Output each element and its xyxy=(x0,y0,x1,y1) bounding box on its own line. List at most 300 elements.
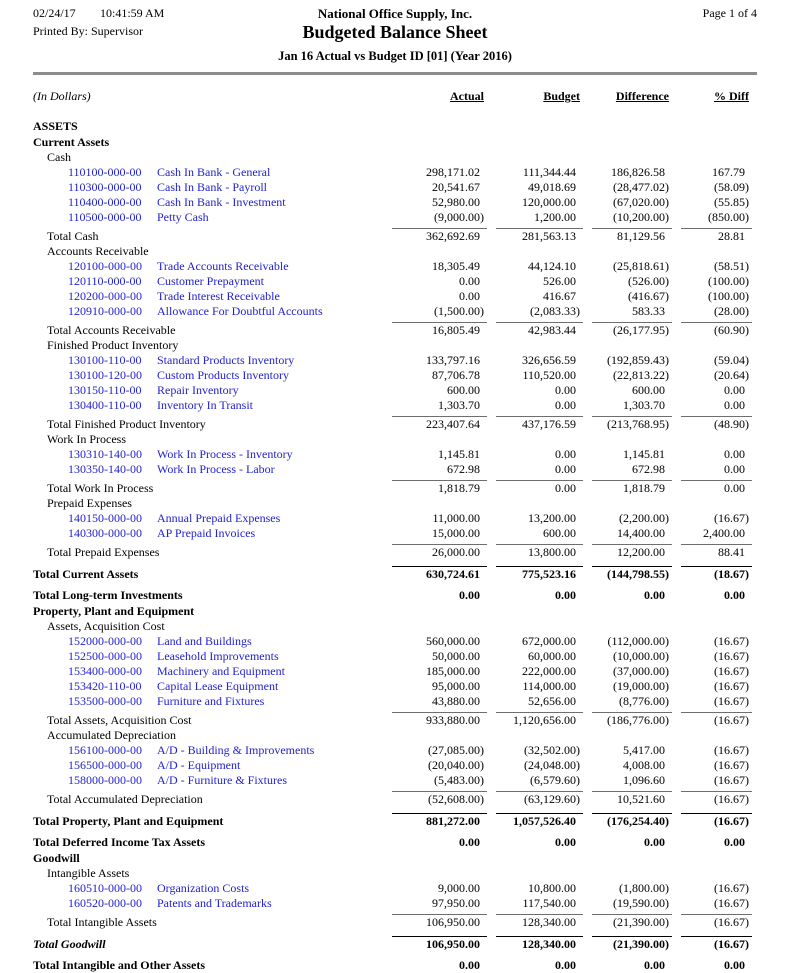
account-number-link[interactable]: 140300-000-00 xyxy=(68,526,142,540)
page-number: Page 1 of 4 xyxy=(702,6,757,20)
value-cell-difference: 12,200.00 xyxy=(592,544,672,560)
row-label xyxy=(33,511,392,526)
value-cell-budget: (2,083.33) xyxy=(530,304,580,318)
value-cell-budget: 128,340.00 xyxy=(496,936,583,952)
column-header-actual: Actual xyxy=(450,89,484,103)
section-header-row xyxy=(0,851,790,866)
value-cell-pct-diff: 0.00 xyxy=(724,588,745,602)
value-cell-actual: 1,145.81 xyxy=(438,447,480,461)
account-name-link[interactable]: Customer Prepayment xyxy=(157,274,264,288)
subtotal-row xyxy=(0,228,790,244)
value-cell-budget: 1,057,526.40 xyxy=(496,813,583,829)
account-number-link[interactable]: 130150-110-00 xyxy=(68,383,142,397)
value-cell-pct-diff: (58.09) xyxy=(714,180,749,194)
account-row xyxy=(0,180,790,195)
group-header-row xyxy=(0,244,790,259)
value-cell-actual: 95,000.00 xyxy=(432,679,480,693)
value-cell-pct-diff: (16.67) xyxy=(681,791,752,807)
value-cell-budget: 281,563.13 xyxy=(496,228,583,244)
account-row xyxy=(0,679,790,694)
account-name-link[interactable]: Trade Interest Receivable xyxy=(157,289,280,303)
row-label xyxy=(33,353,392,368)
account-name-link[interactable]: Cash In Bank - General xyxy=(157,165,271,179)
row-label: Total Assets, Acquisition Cost xyxy=(47,713,192,727)
grand-total-italic-row xyxy=(0,936,790,952)
row-label: Current Assets xyxy=(33,135,110,149)
value-cell-actual: 133,797.16 xyxy=(426,353,480,367)
account-name-link[interactable]: Work In Process - Inventory xyxy=(157,447,293,461)
value-cell-pct-diff: (850.00) xyxy=(708,210,749,224)
row-label xyxy=(33,758,392,773)
row-label xyxy=(33,383,392,398)
row-label xyxy=(33,743,392,758)
account-row xyxy=(0,462,790,477)
value-cell-budget: 117,540.00 xyxy=(522,896,576,910)
value-cell-actual: 11,000.00 xyxy=(432,511,480,525)
account-name-link[interactable]: Cash In Bank - Investment xyxy=(157,195,286,209)
print-time: 10:41:59 AM xyxy=(100,6,165,20)
value-cell-difference: (192,859.43) xyxy=(607,353,669,367)
value-cell-budget: 526.00 xyxy=(543,274,576,288)
grand-total-row xyxy=(0,958,790,973)
value-cell-budget: 222,000.00 xyxy=(522,664,576,678)
group-header-row xyxy=(0,496,790,511)
row-label: Total Deferred Income Tax Assets xyxy=(33,835,205,849)
header-divider xyxy=(33,72,757,75)
value-cell-pct-diff: 0.00 xyxy=(724,383,745,397)
account-row xyxy=(0,526,790,541)
value-cell-budget: 416.67 xyxy=(543,289,576,303)
grand-total-row xyxy=(0,813,790,829)
row-label: Total Intangible and Other Assets xyxy=(33,958,206,972)
value-cell-budget: 13,800.00 xyxy=(496,544,583,560)
value-cell-budget: 49,018.69 xyxy=(528,180,576,194)
value-cell-pct-diff: (16.67) xyxy=(714,664,749,678)
account-row xyxy=(0,773,790,788)
value-cell-difference: (8,776.00) xyxy=(619,694,669,708)
value-cell-difference: 1,096.60 xyxy=(623,773,665,787)
row-label xyxy=(33,634,392,649)
value-cell-budget: 1,120,656.00 xyxy=(496,712,583,728)
value-cell-pct-diff: (16.67) xyxy=(714,679,749,693)
value-cell-budget: 128,340.00 xyxy=(496,914,583,930)
account-number-link[interactable]: 156100-000-00 xyxy=(68,743,142,757)
value-cell-pct-diff: (100.00) xyxy=(708,274,749,288)
value-cell-budget: 42,983.44 xyxy=(496,322,583,338)
value-cell-budget: (24,048.00) xyxy=(524,758,580,772)
account-number-link[interactable]: 110400-000-00 xyxy=(68,195,142,209)
value-cell-difference: 1,145.81 xyxy=(623,447,665,461)
row-label: Total Prepaid Expenses xyxy=(47,545,160,559)
value-cell-difference: (416.67) xyxy=(628,289,669,303)
row-label xyxy=(33,195,392,210)
row-label: Accounts Receivable xyxy=(47,244,149,258)
account-number-link[interactable]: 130100-120-00 xyxy=(68,368,142,382)
value-cell-budget: 111,344.44 xyxy=(522,165,576,179)
account-row xyxy=(0,383,790,398)
value-cell-budget: 326,656.59 xyxy=(522,353,576,367)
account-number-link[interactable]: 153420-110-00 xyxy=(68,679,142,693)
account-row xyxy=(0,634,790,649)
value-cell-difference: (21,390.00) xyxy=(592,936,672,952)
subtotal-row xyxy=(0,712,790,728)
account-number-link[interactable]: 130310-140-00 xyxy=(68,447,142,461)
account-number-link[interactable]: 110300-000-00 xyxy=(68,180,142,194)
value-cell-difference: 4,008.00 xyxy=(623,758,665,772)
grand-total-row xyxy=(0,835,790,850)
value-cell-pct-diff: (28.00) xyxy=(714,304,749,318)
value-cell-difference: (213,768.95) xyxy=(592,416,672,432)
value-cell-actual: (9,000.00) xyxy=(434,210,484,224)
account-number-link[interactable]: 140150-000-00 xyxy=(68,511,142,525)
report-header xyxy=(0,0,790,75)
value-cell-actual: 881,272.00 xyxy=(392,813,487,829)
row-label: Total Intangible Assets xyxy=(47,915,157,929)
row-label: Total Finished Product Inventory xyxy=(47,417,206,431)
value-cell-difference: (21,390.00) xyxy=(592,914,672,930)
account-row xyxy=(0,743,790,758)
group-header-row xyxy=(0,866,790,881)
value-cell-actual: 0.00 xyxy=(459,289,480,303)
report-title: Budgeted Balance Sheet xyxy=(302,22,488,42)
account-name-link[interactable]: Annual Prepaid Expenses xyxy=(157,511,281,525)
account-name-link[interactable]: Work In Process - Labor xyxy=(157,462,275,476)
value-cell-actual: 672.98 xyxy=(447,462,480,476)
account-name-link[interactable]: Custom Products Inventory xyxy=(157,368,289,382)
value-cell-budget: 13,200.00 xyxy=(528,511,576,525)
column-header-row xyxy=(0,75,790,104)
unit-label: (In Dollars) xyxy=(33,89,91,103)
account-number-link[interactable]: 153500-000-00 xyxy=(68,694,142,708)
value-cell-difference: (22,813.22) xyxy=(613,368,669,382)
section-header-row xyxy=(0,135,790,150)
account-row xyxy=(0,195,790,210)
value-cell-actual: (27,085.00) xyxy=(428,743,484,757)
row-label: Total Work In Process xyxy=(47,481,154,495)
value-cell-budget: 0.00 xyxy=(496,480,583,496)
row-label: Work In Process xyxy=(47,432,127,446)
value-cell-budget: 0.00 xyxy=(555,958,576,972)
account-row xyxy=(0,758,790,773)
row-label: Goodwill xyxy=(33,851,80,865)
value-cell-actual: 223,407.64 xyxy=(392,416,487,432)
account-name-link[interactable]: Land and Buildings xyxy=(157,634,252,648)
group-header-row xyxy=(0,432,790,447)
row-label: Intangible Assets xyxy=(47,866,130,880)
account-number-link[interactable]: 160520-000-00 xyxy=(68,896,142,910)
value-cell-difference: (67,020.00) xyxy=(613,195,669,209)
account-row xyxy=(0,289,790,304)
value-cell-pct-diff: 0.00 xyxy=(681,480,752,496)
account-number-link[interactable]: 120910-000-00 xyxy=(68,304,142,318)
value-cell-pct-diff: 167.79 xyxy=(712,165,745,179)
value-cell-actual: (5,483.00) xyxy=(434,773,484,787)
printed-by: Printed By: Supervisor xyxy=(33,24,143,38)
value-cell-pct-diff: (16.67) xyxy=(714,511,749,525)
account-name-link[interactable]: A/D - Equipment xyxy=(157,758,241,772)
value-cell-budget: (32,502.00) xyxy=(524,743,580,757)
account-name-link[interactable]: Cash In Bank - Payroll xyxy=(157,180,267,194)
value-cell-pct-diff: (16.67) xyxy=(714,758,749,772)
value-cell-difference: 583.33 xyxy=(632,304,665,318)
value-cell-budget: 10,800.00 xyxy=(528,881,576,895)
value-cell-budget: (6,579.60) xyxy=(530,773,580,787)
value-cell-actual: 97,950.00 xyxy=(432,896,480,910)
account-number-link[interactable]: 160510-000-00 xyxy=(68,881,142,895)
account-row xyxy=(0,165,790,180)
value-cell-budget: 0.00 xyxy=(555,835,576,849)
row-label: Cash xyxy=(47,150,71,164)
value-cell-pct-diff: (55.85) xyxy=(714,195,749,209)
account-name-link[interactable]: Furniture and Fixtures xyxy=(157,694,265,708)
value-cell-pct-diff: (16.67) xyxy=(714,649,749,663)
value-cell-difference: 0.00 xyxy=(644,835,665,849)
value-cell-actual: 106,950.00 xyxy=(392,936,487,952)
value-cell-difference: 1,303.70 xyxy=(623,398,665,412)
value-cell-pct-diff: (16.67) xyxy=(681,712,752,728)
column-header-budget: Budget xyxy=(543,89,580,103)
account-number-link[interactable]: 158000-000-00 xyxy=(68,773,142,787)
account-name-link[interactable]: AP Prepaid Invoices xyxy=(157,526,256,540)
value-cell-budget: 0.00 xyxy=(555,588,576,602)
value-cell-actual: 600.00 xyxy=(447,383,480,397)
value-cell-actual: 0.00 xyxy=(459,588,480,602)
row-label: Total Goodwill xyxy=(33,937,106,951)
account-number-link[interactable]: 110500-000-00 xyxy=(68,210,142,224)
account-number-link[interactable]: 152500-000-00 xyxy=(68,649,142,663)
group-header-row xyxy=(0,150,790,165)
row-label xyxy=(33,773,392,788)
value-cell-actual: 185,000.00 xyxy=(426,664,480,678)
value-cell-pct-diff: (16.67) xyxy=(714,773,749,787)
report-subtitle: Jan 16 Actual vs Budget ID [01] (Year 2016) xyxy=(278,49,512,63)
value-cell-pct-diff: (59.04) xyxy=(714,353,749,367)
row-label: Total Cash xyxy=(47,229,99,243)
company-name: National Office Supply, Inc. xyxy=(317,6,473,21)
value-cell-budget: 437,176.59 xyxy=(496,416,583,432)
account-name-link[interactable]: Repair Inventory xyxy=(157,383,239,397)
value-cell-actual: 362,692.69 xyxy=(392,228,487,244)
value-cell-actual: 16,805.49 xyxy=(392,322,487,338)
account-number-link[interactable]: 130350-140-00 xyxy=(68,462,142,476)
subtotal-row xyxy=(0,480,790,496)
value-cell-difference: 0.00 xyxy=(644,958,665,972)
account-name-link[interactable]: Patents and Trademarks xyxy=(157,896,272,910)
value-cell-actual: (20,040.00) xyxy=(428,758,484,772)
value-cell-budget: 0.00 xyxy=(555,447,576,461)
value-cell-actual: 87,706.78 xyxy=(432,368,480,382)
value-cell-pct-diff: (16.67) xyxy=(714,634,749,648)
value-cell-difference: 0.00 xyxy=(644,588,665,602)
row-label: Assets, Acquisition Cost xyxy=(47,619,165,633)
value-cell-actual: 298,171.02 xyxy=(426,165,480,179)
value-cell-budget: 0.00 xyxy=(555,398,576,412)
account-row xyxy=(0,694,790,709)
value-cell-difference: (10,200.00) xyxy=(613,210,669,224)
value-cell-actual: 50,000.00 xyxy=(432,649,480,663)
section-header-row xyxy=(0,604,790,619)
value-cell-budget: 0.00 xyxy=(555,383,576,397)
value-cell-pct-diff: 0.00 xyxy=(724,398,745,412)
value-cell-pct-diff: (100.00) xyxy=(708,289,749,303)
row-label xyxy=(33,649,392,664)
value-cell-actual: 0.00 xyxy=(459,958,480,972)
account-number-link[interactable]: 110100-000-00 xyxy=(68,165,142,179)
row-label: Accumulated Depreciation xyxy=(47,728,176,742)
value-cell-pct-diff: (18.67) xyxy=(681,566,752,582)
value-cell-actual: 560,000.00 xyxy=(426,634,480,648)
account-number-link[interactable]: 120110-000-00 xyxy=(68,274,142,288)
value-cell-actual: 18,305.49 xyxy=(432,259,480,273)
grand-total-row xyxy=(0,566,790,582)
value-cell-budget: 114,000.00 xyxy=(522,679,576,693)
subtotal-row xyxy=(0,416,790,432)
row-label: Total Current Assets xyxy=(33,567,139,581)
value-cell-pct-diff: 88.41 xyxy=(681,544,752,560)
account-name-link[interactable]: A/D - Furniture & Fixtures xyxy=(157,773,287,787)
account-name-link[interactable]: Inventory In Transit xyxy=(157,398,253,412)
row-label xyxy=(33,664,392,679)
row-label xyxy=(33,462,392,477)
row-label: Finished Product Inventory xyxy=(47,338,179,352)
value-cell-actual: 1,303.70 xyxy=(438,398,480,412)
print-date: 02/24/17 xyxy=(33,6,76,20)
grand-total-row xyxy=(0,588,790,603)
account-name-link[interactable]: Capital Lease Equipment xyxy=(157,679,279,693)
account-number-link[interactable]: 153400-000-00 xyxy=(68,664,142,678)
account-number-link[interactable]: 156500-000-00 xyxy=(68,758,142,772)
row-label xyxy=(33,368,392,383)
value-cell-actual: 43,880.00 xyxy=(432,694,480,708)
value-cell-pct-diff: 0.00 xyxy=(724,958,745,972)
account-name-link[interactable]: Standard Products Inventory xyxy=(157,353,295,367)
value-cell-budget: 120,000.00 xyxy=(522,195,576,209)
value-cell-budget: 672,000.00 xyxy=(522,634,576,648)
section-header-row xyxy=(0,119,790,134)
row-label xyxy=(33,289,392,304)
account-row xyxy=(0,368,790,383)
row-label xyxy=(33,398,392,413)
value-cell-pct-diff: (20.64) xyxy=(714,368,749,382)
account-number-link[interactable]: 120200-000-00 xyxy=(68,289,142,303)
value-cell-pct-diff: 28.81 xyxy=(681,228,752,244)
account-name-link[interactable]: Petty Cash xyxy=(157,210,209,224)
value-cell-pct-diff: (58.51) xyxy=(714,259,749,273)
value-cell-difference: (112,000.00) xyxy=(607,634,669,648)
row-label xyxy=(33,165,392,180)
value-cell-difference: 5,417.00 xyxy=(623,743,665,757)
account-name-link[interactable]: Leasehold Improvements xyxy=(157,649,279,663)
value-cell-actual: 106,950.00 xyxy=(392,914,487,930)
value-cell-difference: (19,000.00) xyxy=(613,679,669,693)
row-label: ASSETS xyxy=(33,119,78,133)
account-name-link[interactable]: Machinery and Equipment xyxy=(157,664,285,678)
account-row xyxy=(0,398,790,413)
row-label xyxy=(33,274,392,289)
value-cell-difference: (1,800.00) xyxy=(619,881,669,895)
value-cell-pct-diff: 0.00 xyxy=(724,462,745,476)
row-label xyxy=(33,881,392,896)
value-cell-budget: 60,000.00 xyxy=(528,649,576,663)
value-cell-actual: 933,880.00 xyxy=(392,712,487,728)
subtotal-row xyxy=(0,914,790,930)
value-cell-budget: (63,129.60) xyxy=(496,791,583,807)
value-cell-difference: 81,129.56 xyxy=(592,228,672,244)
column-header-difference: Difference xyxy=(615,89,669,103)
value-cell-difference: (25,818.61) xyxy=(613,259,669,273)
account-row xyxy=(0,353,790,368)
account-name-link[interactable]: Organization Costs xyxy=(157,881,250,895)
subtotal-row xyxy=(0,544,790,560)
value-cell-actual: 0.00 xyxy=(459,274,480,288)
value-cell-difference: 600.00 xyxy=(632,383,665,397)
value-cell-actual: 26,000.00 xyxy=(392,544,487,560)
value-cell-pct-diff: (16.67) xyxy=(714,694,749,708)
value-cell-difference: (10,000.00) xyxy=(613,649,669,663)
row-label xyxy=(33,180,392,195)
account-number-link[interactable]: 152000-000-00 xyxy=(68,634,142,648)
value-cell-difference: (526.00) xyxy=(628,274,669,288)
value-cell-difference: 186,826.58 xyxy=(611,165,665,179)
row-label: Total Accounts Receivable xyxy=(47,323,176,337)
account-row xyxy=(0,210,790,225)
account-number-link[interactable]: 130100-110-00 xyxy=(68,353,142,367)
value-cell-actual: (1,500.00) xyxy=(434,304,484,318)
value-cell-actual: 0.00 xyxy=(459,835,480,849)
value-cell-pct-diff: (48.90) xyxy=(681,416,752,432)
value-cell-difference: (37,000.00) xyxy=(613,664,669,678)
value-cell-difference: (144,798.55) xyxy=(592,566,672,582)
report-body xyxy=(0,104,790,973)
account-number-link[interactable]: 120100-000-00 xyxy=(68,259,142,273)
value-cell-pct-diff: 0.00 xyxy=(724,447,745,461)
value-cell-difference: (186,776.00) xyxy=(592,712,672,728)
column-header-pct-diff: % Diff xyxy=(714,89,749,103)
account-name-link[interactable]: Trade Accounts Receivable xyxy=(157,259,289,273)
value-cell-actual: 52,980.00 xyxy=(432,195,480,209)
subtotal-row xyxy=(0,791,790,807)
account-name-link[interactable]: A/D - Building & Improvements xyxy=(157,743,315,757)
value-cell-budget: 0.00 xyxy=(555,462,576,476)
account-row xyxy=(0,274,790,289)
value-cell-difference: (176,254.40) xyxy=(592,813,672,829)
value-cell-actual: (52,608.00) xyxy=(392,791,487,807)
row-label: Property, Plant and Equipment xyxy=(33,604,195,618)
value-cell-pct-diff: 2,400.00 xyxy=(703,526,745,540)
row-label xyxy=(33,210,392,225)
group-header-row xyxy=(0,338,790,353)
account-row xyxy=(0,664,790,679)
row-label xyxy=(33,526,392,541)
value-cell-difference: 10,521.60 xyxy=(592,791,672,807)
value-cell-budget: 1,200.00 xyxy=(534,210,576,224)
value-cell-pct-diff: (16.67) xyxy=(681,936,752,952)
value-cell-difference: 1,818.79 xyxy=(592,480,672,496)
account-row xyxy=(0,259,790,274)
account-row xyxy=(0,649,790,664)
value-cell-pct-diff: (16.67) xyxy=(681,914,752,930)
value-cell-budget: 775,523.16 xyxy=(496,566,583,582)
row-label: Prepaid Expenses xyxy=(47,496,132,510)
row-label xyxy=(33,694,392,709)
value-cell-budget: 110,520.00 xyxy=(522,368,576,382)
group-header-row xyxy=(0,619,790,634)
value-cell-pct-diff: 0.00 xyxy=(724,835,745,849)
account-name-link[interactable]: Allowance For Doubtful Accounts xyxy=(157,304,323,318)
row-label xyxy=(33,304,392,319)
value-cell-actual: 20,541.67 xyxy=(432,180,480,194)
account-number-link[interactable]: 130400-110-00 xyxy=(68,398,142,412)
